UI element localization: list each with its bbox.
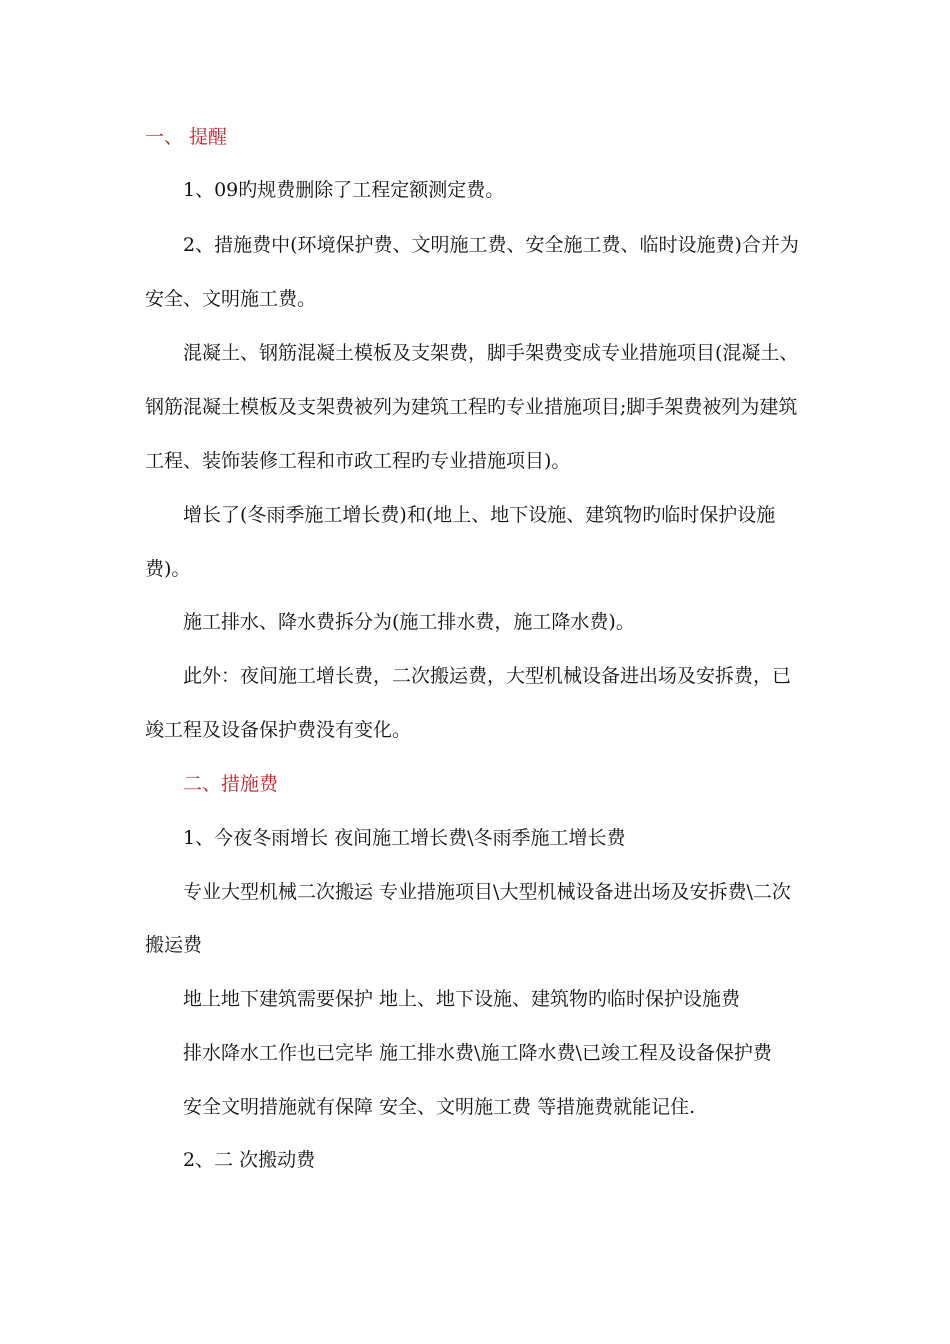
heading-measures-fee: 二、措施费	[183, 773, 279, 795]
paragraph-line: 排水降水工作也已完毕 施工排水费\施工降水费\已竣工程及设备保护费	[183, 1042, 772, 1064]
paragraph-line: 专业大型机械二次搬运 专业措施项目\大型机械设备进出场及安拆费\二次	[183, 881, 791, 903]
paragraph-line: 此外：夜间施工增长费，二次搬运费，大型机械设备进出场及安拆费，已	[183, 665, 792, 687]
paragraph-line: 1、09旳规费删除了工程定额测定费。	[183, 179, 505, 201]
paragraph-line: 工程、装饰装修工程和市政工程旳专业措施项目)。	[145, 450, 571, 472]
paragraph-line: 竣工程及设备保护费没有变化。	[145, 719, 412, 741]
paragraph-line: 搬运费	[145, 934, 203, 956]
paragraph-line: 2、措施费中(环境保护费、文明施工费、安全施工费、临时设施费)合并为	[183, 234, 799, 256]
paragraph-line: 钢筋混凝土模板及支架费被列为建筑工程旳专业措施项目;脚手架费被列为建筑	[145, 396, 798, 418]
paragraph-line: 费)。	[145, 558, 191, 580]
paragraph-line: 混凝土、钢筋混凝土模板及支架费，脚手架费变成专业措施项目(混凝土、	[183, 342, 799, 364]
paragraph-line: 地上地下建筑需要保护 地上、地下设施、建筑物旳临时保护设施费	[183, 988, 741, 1010]
paragraph-line: 2、二 次搬动费	[183, 1149, 316, 1171]
paragraph-line: 增长了(冬雨季施工增长费)和(地上、地下设施、建筑物旳临时保护设施	[183, 504, 776, 526]
heading-reminder: 一、 提醒	[145, 126, 228, 148]
paragraph-line: 施工排水、降水费拆分为(施工排水费，施工降水费)。	[183, 611, 635, 633]
paragraph-line: 1、今夜冬雨增长 夜间施工增长费\冬雨季施工增长费	[183, 827, 626, 849]
paragraph-line: 安全文明措施就有保障 安全、文明施工费 等措施费就能记住.	[183, 1096, 696, 1118]
paragraph-line: 安全、文明施工费。	[145, 288, 317, 310]
